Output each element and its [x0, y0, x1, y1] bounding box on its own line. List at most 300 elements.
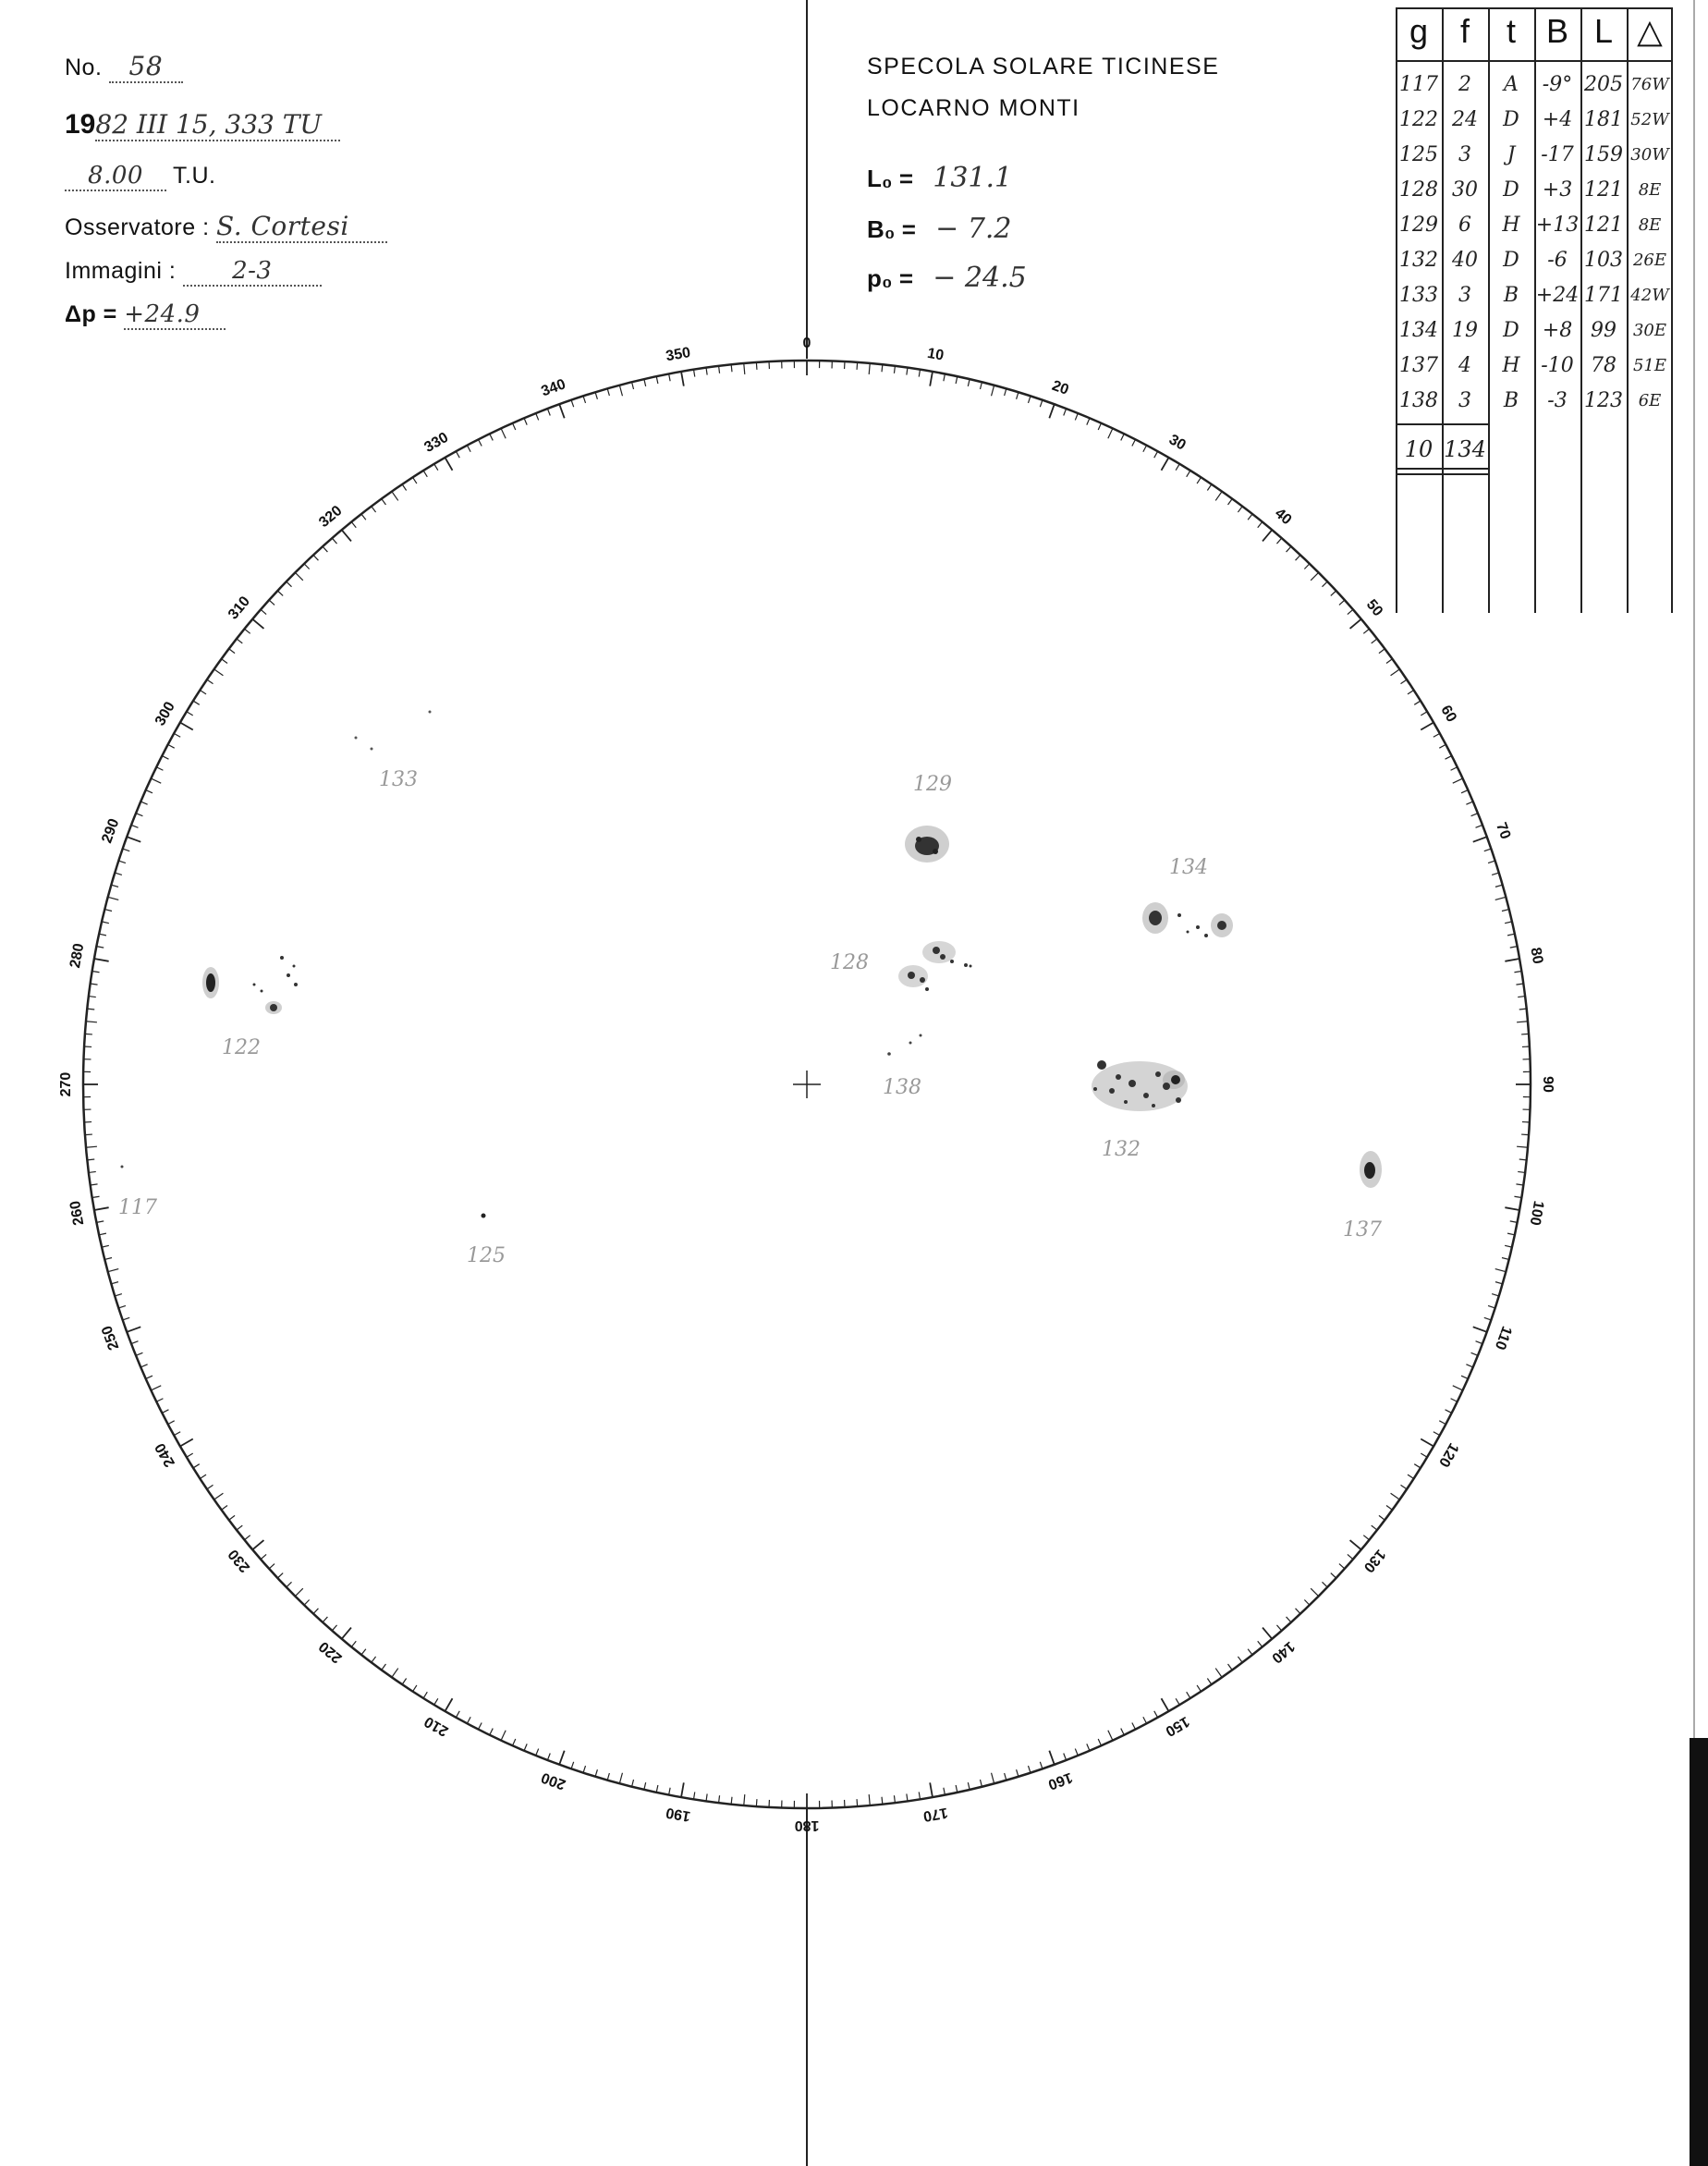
degree-tick [342, 530, 351, 541]
sunspot-group-137 [1360, 1151, 1382, 1188]
degree-tick [402, 1679, 406, 1685]
degree-tick [1263, 530, 1272, 541]
table-cell-L: 205 [1584, 73, 1623, 96]
table-cell-t: B [1503, 284, 1519, 307]
degree-tick [92, 1196, 100, 1197]
degree-tick [244, 629, 250, 633]
group-label-134: 134 [1169, 856, 1208, 879]
degree-tick [136, 814, 142, 816]
header-delta: △ [1637, 12, 1663, 50]
degree-tick [187, 712, 193, 716]
degree-tick [632, 382, 634, 389]
degree-tick [456, 451, 459, 458]
degree-tick [1331, 591, 1336, 595]
degree-tick [456, 1711, 459, 1718]
degree-tick [980, 382, 982, 389]
degree-tick [131, 825, 138, 827]
table-cell-f: 19 [1452, 319, 1478, 342]
table-cell-delta: 30E [1632, 321, 1667, 340]
degree-tick [252, 1540, 263, 1549]
degree-tick [1421, 712, 1427, 716]
degree-tick [261, 1554, 266, 1559]
degree-tick [956, 376, 958, 384]
degree-tick [102, 1245, 109, 1247]
degree-tick [102, 922, 109, 924]
degree-tick [583, 1766, 585, 1773]
degree-tick [108, 1269, 119, 1272]
degree-tick [513, 1739, 516, 1745]
degree-tick [156, 1399, 163, 1402]
degree-tick [445, 458, 453, 471]
degree-tick [1495, 897, 1507, 899]
degree-label: 190 [665, 1804, 692, 1825]
table-cell-t: D [1503, 178, 1519, 202]
degree-tick [392, 492, 398, 501]
degree-tick [127, 837, 140, 841]
table-cell-B: +13 [1535, 214, 1580, 237]
degree-tick [222, 1506, 227, 1511]
table-cell-g: 132 [1399, 249, 1438, 272]
degree-tick [694, 1792, 695, 1799]
degree-label: 60 [1437, 703, 1459, 726]
sunspot-group-122 [202, 956, 298, 1014]
degree-tick [1505, 1207, 1519, 1210]
degree-tick [162, 1410, 168, 1413]
degree-tick [1439, 1421, 1446, 1425]
degree-tick [1505, 922, 1512, 924]
header-g: g [1409, 12, 1429, 50]
degree-tick [1446, 756, 1452, 760]
degree-tick [151, 778, 161, 783]
degree-tick [992, 385, 994, 397]
sunspot-group-132 [1092, 1060, 1188, 1111]
degree-label: 30 [1165, 432, 1189, 454]
degree-tick [1304, 1599, 1310, 1605]
degree-tick [287, 1582, 292, 1587]
table-cell-B: -10 [1541, 354, 1574, 377]
degree-tick [1132, 439, 1136, 446]
degree-tick [174, 733, 180, 737]
degree-tick [956, 1785, 958, 1793]
degree-label: 210 [421, 1713, 452, 1740]
L0-value: 131.1 [933, 162, 1013, 194]
dp-value: +24.9 [124, 300, 226, 330]
degree-label: 270 [58, 1071, 74, 1097]
degree-tick [1516, 984, 1523, 985]
degree-tick [731, 1797, 732, 1805]
table-cell-g: 128 [1399, 178, 1438, 202]
degree-tick [332, 538, 336, 544]
degree-tick [1372, 1525, 1377, 1530]
table-cell-delta: 51E [1632, 356, 1667, 375]
scan-edge-shadow [1690, 1738, 1708, 2166]
degree-tick [295, 1588, 302, 1596]
degree-tick [402, 484, 406, 491]
degree-label: 10 [925, 345, 946, 364]
degree-tick [1495, 885, 1503, 887]
table-cell-f: 3 [1458, 143, 1471, 166]
number-label: No. [65, 55, 103, 80]
degree-tick [1401, 679, 1408, 683]
degree-tick [118, 861, 126, 863]
degree-tick [968, 379, 970, 386]
degree-tick [1311, 572, 1318, 580]
degree-tick [607, 1773, 609, 1781]
degree-tick [174, 1432, 180, 1436]
degree-tick [571, 1762, 574, 1769]
table-cell-B: -3 [1547, 389, 1568, 412]
degree-tick [1028, 1766, 1030, 1773]
degree-tick [1502, 910, 1509, 912]
time-unit: T.U. [173, 163, 216, 189]
degree-tick [1505, 1245, 1512, 1247]
degree-tick [269, 600, 274, 605]
degree-tick [1514, 972, 1521, 973]
degree-tick [1514, 1196, 1521, 1197]
degree-tick [434, 464, 438, 471]
table-cell-t: H [1502, 354, 1520, 377]
degree-tick [919, 1792, 920, 1799]
degree-tick [146, 1376, 152, 1378]
degree-tick [1401, 1485, 1408, 1488]
sunspot-group-134 [1142, 902, 1233, 937]
group-label-125: 125 [467, 1244, 506, 1267]
degree-tick [1287, 546, 1291, 552]
degree-tick [229, 1515, 235, 1520]
degree-tick [1476, 1341, 1482, 1344]
degree-tick [1379, 649, 1385, 654]
degree-tick [1484, 849, 1492, 851]
degree-tick [1453, 1386, 1463, 1390]
degree-tick [413, 477, 417, 483]
degree-tick [524, 418, 527, 424]
degree-tick [118, 1305, 126, 1307]
table-cell-t: D [1503, 319, 1519, 342]
degree-tick [1331, 1573, 1336, 1578]
degree-label: 70 [1493, 820, 1514, 842]
table-cell-delta: 30W [1630, 145, 1669, 165]
degree-tick [1434, 733, 1440, 737]
degree-tick [490, 434, 494, 440]
degree-tick [123, 1317, 130, 1320]
table-cell-f: 6 [1458, 214, 1471, 237]
degree-tick [706, 368, 707, 375]
degree-tick [351, 521, 356, 527]
degree-tick [644, 379, 646, 386]
degree-label: 20 [1049, 377, 1071, 398]
degree-tick [595, 1769, 597, 1777]
degree-tick [96, 947, 104, 948]
degree-tick [1187, 471, 1190, 477]
degree-tick [1228, 1664, 1233, 1670]
degree-tick [87, 1009, 94, 1010]
sunspot-group-128 [898, 941, 972, 991]
table-cell-L: 123 [1584, 389, 1623, 412]
degree-tick [1005, 1773, 1006, 1781]
degree-tick [1451, 767, 1458, 771]
degree-tick [1502, 1257, 1509, 1259]
table-cell-B: -17 [1541, 143, 1574, 166]
degree-tick [1421, 1453, 1427, 1457]
sunspot-group-138 [887, 1034, 921, 1056]
degree-tick [200, 1475, 206, 1478]
degree-tick [1087, 418, 1090, 424]
degree-tick [1363, 1536, 1369, 1540]
station-name: SPECOLA SOLARE TICINESE [867, 54, 1220, 80]
degree-tick [1215, 492, 1222, 501]
table-cell-L: 99 [1591, 319, 1616, 342]
degree-tick [1408, 1475, 1414, 1478]
table-cell-L: 181 [1584, 108, 1623, 131]
degree-tick [501, 428, 506, 438]
table-cell-f: 24 [1452, 108, 1478, 131]
degree-label: 260 [67, 1199, 88, 1227]
degree-tick [277, 591, 283, 595]
degree-tick [86, 1146, 97, 1147]
degree-tick [1348, 1554, 1353, 1559]
degree-tick [547, 409, 550, 415]
degree-tick [1176, 1698, 1179, 1705]
degree-label: 340 [539, 376, 568, 400]
table-cell-delta: 8E [1638, 180, 1662, 200]
sunspot-group-117 [121, 1166, 124, 1169]
header-t: t [1506, 12, 1516, 50]
table-cell-t: D [1503, 249, 1519, 272]
degree-tick [323, 1617, 327, 1622]
degree-tick [115, 873, 122, 875]
degree-tick [1187, 1692, 1190, 1698]
degree-tick [361, 1649, 366, 1655]
degree-tick [669, 373, 671, 381]
group-label-132: 132 [1102, 1138, 1141, 1161]
degree-tick [91, 1184, 98, 1185]
degree-tick [207, 1485, 214, 1488]
degree-tick [479, 1723, 482, 1730]
year-prefix: 19 [65, 109, 96, 140]
degree-tick [332, 1625, 336, 1631]
table-cell-g: 134 [1399, 319, 1438, 342]
degree-tick [413, 1685, 417, 1692]
degree-tick [694, 370, 695, 377]
degree-tick [719, 1795, 720, 1803]
degree-tick [99, 1233, 106, 1235]
degree-label: 100 [1526, 1199, 1547, 1227]
degree-tick [1228, 499, 1233, 505]
table-cell-f: 3 [1458, 389, 1471, 412]
degree-tick [1386, 659, 1392, 664]
degree-label: 290 [99, 816, 123, 846]
degree-tick [706, 1793, 707, 1801]
degree-tick [1495, 1269, 1507, 1272]
degree-label: 280 [67, 942, 88, 970]
degree-label: 180 [794, 1817, 820, 1833]
group-label-138: 138 [883, 1076, 921, 1099]
degree-tick [214, 1493, 224, 1499]
degree-tick [1162, 1698, 1169, 1711]
degree-tick [261, 609, 266, 614]
degree-tick [857, 362, 858, 370]
degree-tick [85, 1134, 92, 1135]
number-value: 58 [109, 51, 183, 83]
degree-tick [882, 1797, 883, 1805]
degree-tick [731, 364, 732, 372]
table-cell-g: 129 [1399, 214, 1438, 237]
degree-tick [681, 372, 684, 386]
degree-tick [644, 1782, 646, 1790]
degree-tick [1132, 1723, 1136, 1730]
degree-tick [1248, 514, 1252, 520]
degree-tick [681, 1782, 684, 1797]
degree-tick [1516, 1184, 1523, 1185]
table-cell-t: A [1504, 73, 1519, 96]
degree-tick [536, 413, 539, 420]
L0-label: L₀ = [867, 165, 914, 192]
degree-tick [1017, 1769, 1019, 1777]
degree-tick [894, 1795, 895, 1803]
degree-tick [744, 363, 745, 374]
degree-tick [1296, 555, 1300, 560]
total-spots: 134 [1444, 436, 1486, 462]
degree-tick [1143, 1717, 1147, 1723]
degree-tick [1197, 477, 1201, 483]
degree-tick [869, 363, 870, 374]
degree-tick [115, 1294, 122, 1296]
degree-tick [269, 1564, 274, 1569]
degree-tick [287, 581, 292, 587]
degree-label: 160 [1045, 1768, 1075, 1793]
table-cell-g: 117 [1399, 73, 1438, 96]
B0-label: B₀ = [867, 215, 916, 243]
degree-tick [1519, 1159, 1527, 1160]
degree-tick [1339, 600, 1345, 605]
degree-tick [323, 546, 327, 552]
observer-label: Osservatore : [65, 214, 210, 240]
degree-tick [1276, 1625, 1281, 1631]
degree-tick [140, 802, 147, 804]
degree-tick [992, 1773, 994, 1784]
degree-tick [1154, 1711, 1158, 1718]
table-cell-g: 133 [1399, 284, 1438, 307]
degree-tick [744, 1794, 745, 1805]
table-cell-B: -6 [1547, 249, 1568, 272]
table-cell-g: 138 [1399, 389, 1438, 412]
degree-tick [1488, 1305, 1495, 1307]
degree-tick [1108, 428, 1113, 438]
degree-tick [894, 366, 895, 373]
degree-tick [372, 1657, 376, 1662]
table-cell-f: 4 [1458, 354, 1471, 377]
degree-tick [632, 1780, 634, 1787]
degree-label: 110 [1491, 1324, 1515, 1352]
sunspot-group-125 [482, 1214, 486, 1218]
degree-tick [1017, 392, 1019, 399]
degree-tick [1421, 1439, 1434, 1447]
degree-tick [1461, 790, 1468, 793]
group-label-129: 129 [913, 773, 952, 796]
degree-tick [1176, 464, 1179, 471]
degree-tick [87, 1159, 94, 1160]
degree-label: 300 [152, 699, 178, 729]
degree-tick [656, 376, 658, 384]
degree-tick [222, 659, 227, 664]
table-cell-L: 121 [1584, 214, 1623, 237]
degree-tick [423, 471, 427, 477]
degree-tick [1075, 1749, 1078, 1756]
degree-tick [304, 564, 310, 569]
degree-label: 330 [421, 429, 452, 456]
degree-tick [1087, 1744, 1090, 1750]
images-label: Immagini : [65, 258, 177, 284]
degree-tick [607, 388, 609, 396]
degree-tick [1446, 1410, 1452, 1413]
degree-tick [919, 370, 920, 377]
degree-tick [571, 400, 574, 408]
degree-tick [467, 446, 470, 452]
degree-tick [1028, 396, 1030, 403]
sunspot-group-129 [905, 826, 949, 863]
degree-tick [1473, 837, 1487, 841]
degree-tick [1505, 959, 1519, 961]
table-cell-B: -9° [1542, 73, 1573, 96]
degree-tick [91, 984, 98, 985]
degree-tick [104, 910, 112, 912]
degree-tick [1386, 1506, 1392, 1511]
degree-tick [1517, 1146, 1528, 1147]
table-cell-f: 2 [1458, 73, 1471, 96]
table-cell-B: +24 [1535, 284, 1580, 307]
degree-tick [583, 396, 585, 403]
degree-tick [669, 1788, 671, 1795]
degree-tick [434, 1698, 438, 1705]
observer-value: S. Cortesi [216, 211, 387, 243]
degree-tick [1466, 802, 1472, 804]
degree-tick [968, 1782, 970, 1790]
degree-tick [1248, 1649, 1252, 1655]
degree-tick [559, 404, 564, 418]
degree-tick [392, 1669, 398, 1678]
degree-label: 50 [1362, 596, 1386, 620]
degree-tick [1507, 1233, 1515, 1235]
degree-tick [1372, 639, 1377, 643]
table-cell-t: D [1503, 108, 1519, 131]
degree-tick [89, 1171, 96, 1172]
group-label-117: 117 [118, 1196, 157, 1219]
degree-label: 220 [316, 1637, 346, 1667]
header-B: B [1545, 12, 1568, 50]
degree-tick [1466, 1364, 1472, 1367]
degree-tick [756, 1799, 757, 1806]
degree-tick [1521, 1134, 1529, 1135]
degree-tick [524, 1744, 527, 1750]
degree-tick [200, 691, 206, 694]
degree-tick [1510, 1221, 1518, 1223]
degree-tick [980, 1780, 982, 1787]
degree-tick [1350, 1540, 1361, 1549]
degree-tick [382, 1664, 386, 1670]
degree-tick [193, 1464, 200, 1468]
degree-label: 320 [316, 502, 346, 532]
table-cell-L: 171 [1584, 284, 1623, 307]
degree-tick [111, 1282, 118, 1284]
degree-tick [1492, 873, 1499, 875]
table-cell-L: 78 [1591, 354, 1616, 377]
degree-tick [351, 1641, 356, 1646]
degree-tick [1507, 934, 1515, 936]
header-L: L [1593, 12, 1614, 50]
degree-tick [930, 372, 933, 386]
degree-tick [1322, 1582, 1327, 1587]
degree-tick [1350, 619, 1361, 629]
